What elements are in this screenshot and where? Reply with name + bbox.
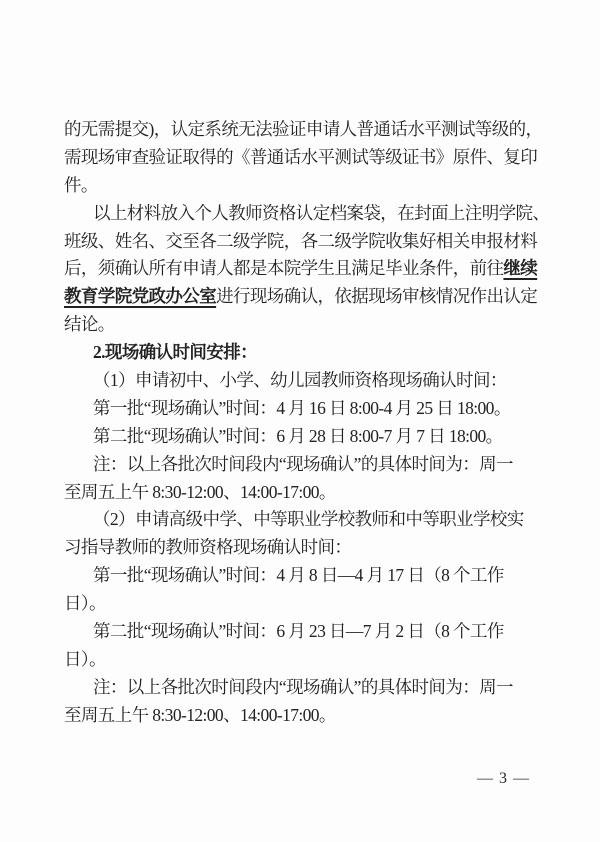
text-line xyxy=(64,339,550,367)
text-segment: 注：以上各批次时间段内“现场确认”的具体时间为：周一 xyxy=(93,453,513,474)
text-segment: 日）。 xyxy=(64,593,106,614)
text-line xyxy=(64,506,550,534)
text-segment: 件。 xyxy=(64,174,98,195)
text-segment: 至周五上午 8:30-12:00、14:00-17:00。 xyxy=(64,481,336,502)
text-line xyxy=(64,562,550,590)
text-line xyxy=(64,367,550,395)
text-segment: 注：以上各批次时间段内“现场确认”的具体时间为：周一 xyxy=(93,676,513,697)
text-segment: 以上材料放入个人教师资格认定档案袋，在封面上注明学院、 xyxy=(93,202,550,223)
text-segment: （2）申请高级中学、中等职业学校教师和中等职业学校实 xyxy=(93,509,524,530)
text-segment: 结论。 xyxy=(64,314,115,335)
text-line xyxy=(64,451,550,479)
text-line xyxy=(64,702,550,730)
text-line xyxy=(64,423,550,451)
text-line xyxy=(64,534,550,562)
text-segment: 后，须确认所有申请人都是本院学生且满足毕业条件，前往 xyxy=(64,258,504,279)
text-line xyxy=(64,255,550,283)
text-line xyxy=(64,479,550,507)
text-line xyxy=(64,674,550,702)
text-segment: 进行现场确认，依据现场审核情况作出认定 xyxy=(216,286,538,307)
text-segment: 第二批“现场确认”时间：6 月 23 日—7 月 2 日（8 个工作 xyxy=(93,621,504,642)
text-line xyxy=(64,228,550,256)
text-line xyxy=(64,646,550,674)
text-segment: 习指导教师的教师资格现场确认时间： xyxy=(64,537,352,558)
text-line xyxy=(64,283,550,311)
text-segment: 第一批“现场确认”时间：4 月 16 日 8:00-4 月 25 日 18:00。 xyxy=(93,397,511,418)
text-segment: 需现场审查验证取得的《普通话水平测试等级证书》原件、复印 xyxy=(64,146,538,167)
highlighted-office-name: 继续 xyxy=(503,258,538,279)
text-line xyxy=(64,590,550,618)
text-line xyxy=(64,172,550,200)
text-line xyxy=(64,116,550,144)
highlighted-office-name: 教育学院党政办公室 xyxy=(64,286,217,307)
text-line xyxy=(64,618,550,646)
document-text-block xyxy=(64,116,550,730)
text-line xyxy=(64,311,550,339)
text-line xyxy=(64,144,550,172)
text-segment: （1）申请初中、小学、幼儿园教师资格现场确认时间： xyxy=(93,370,507,391)
text-segment: 班级、姓名、交至各二级学院，各二级学院收集好相关申报材料 xyxy=(64,230,538,251)
text-line xyxy=(64,395,550,423)
text-segment: 日）。 xyxy=(64,648,106,669)
text-segment: 第二批“现场确认”时间：6 月 28 日 8:00-7 月 7 日 18:00。 xyxy=(93,425,503,446)
text-segment: 2.现场确认时间安排： xyxy=(93,342,258,363)
text-segment: 至周五上午 8:30-12:00、14:00-17:00。 xyxy=(64,704,336,725)
page-number: — 3 — xyxy=(477,770,530,787)
text-line xyxy=(64,200,550,228)
text-segment: 第一批“现场确认”时间：4 月 8 日—4 月 17 日（8 个工作 xyxy=(93,565,504,586)
text-segment: 的无需提交)，认定系统无法验证申请人普通话水平测试等级的， xyxy=(64,119,543,139)
